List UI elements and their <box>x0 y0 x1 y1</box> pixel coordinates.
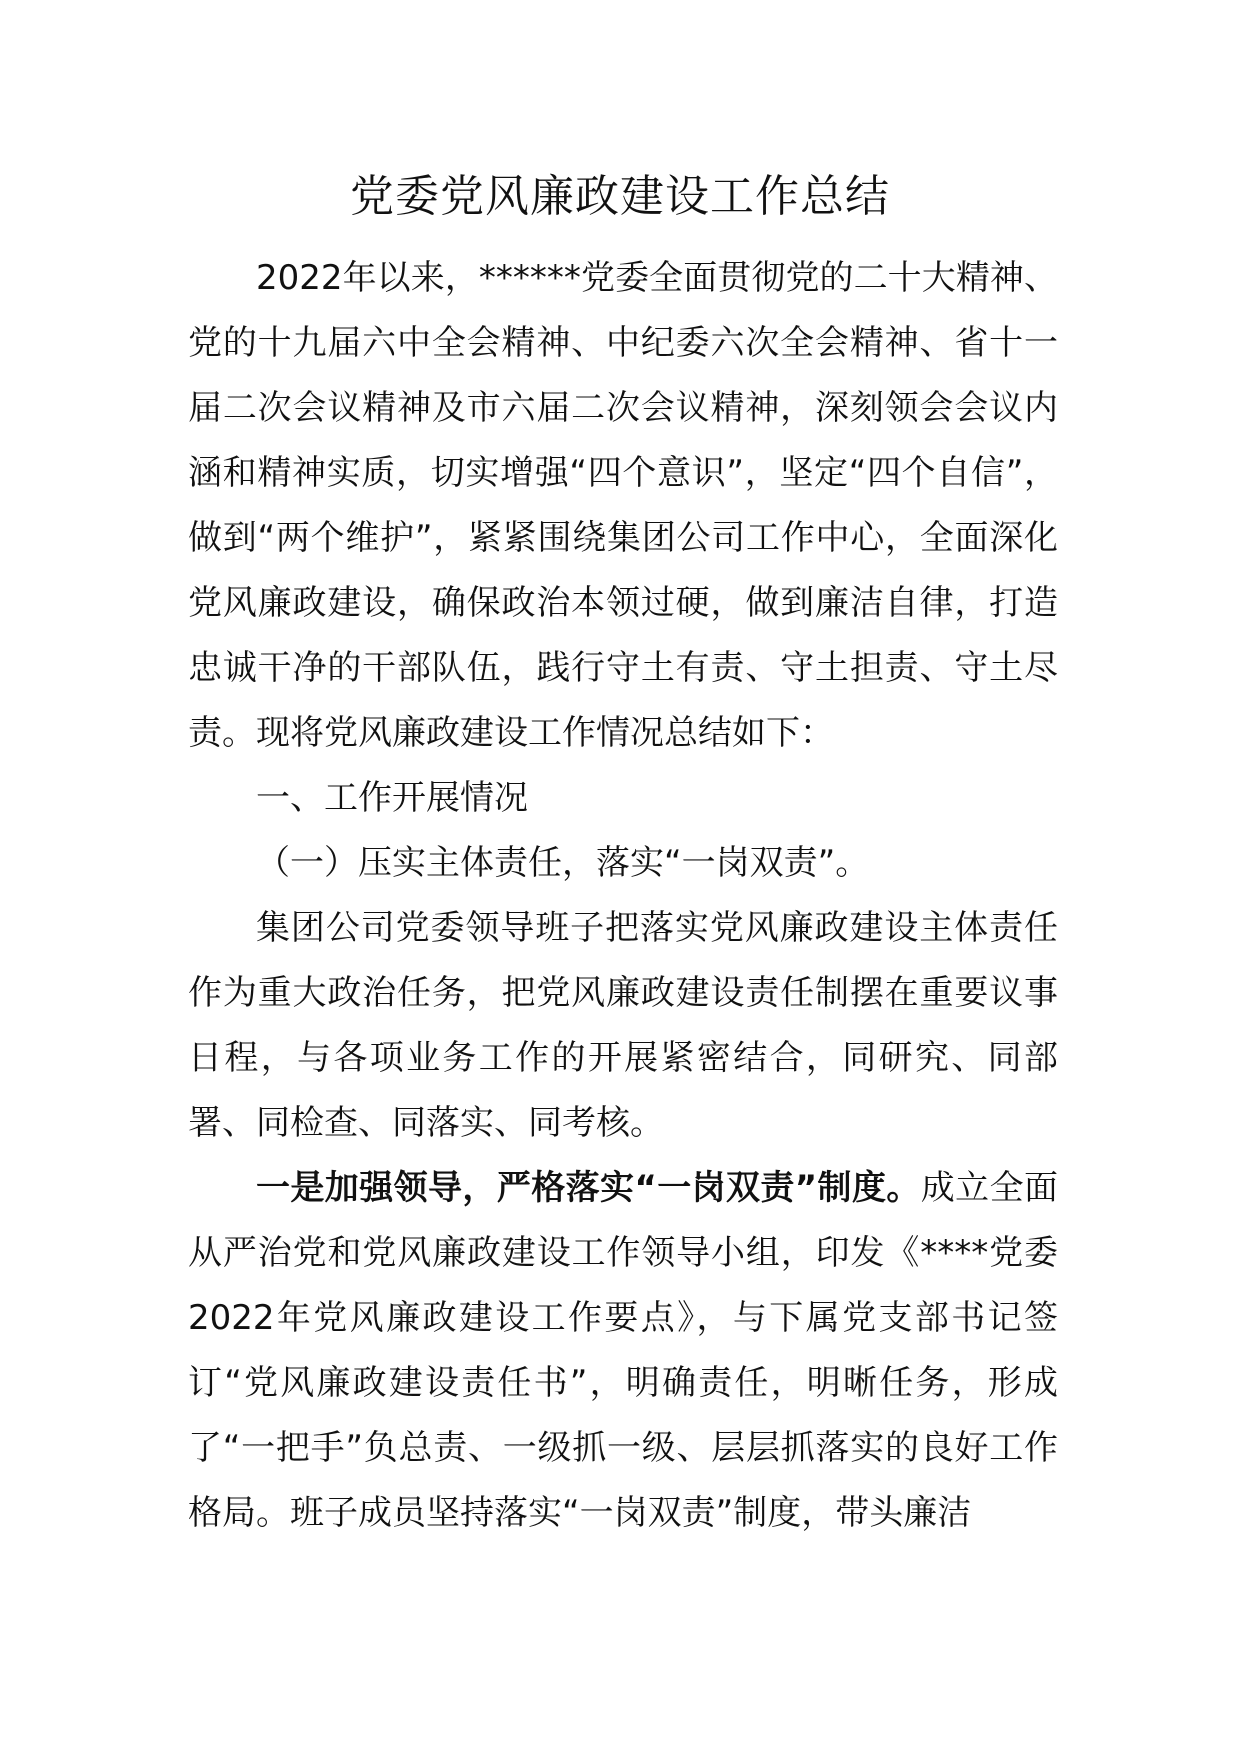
subsection-heading-responsibility: （一）压实主体责任，落实“一岗双责”。 <box>256 843 870 883</box>
point-one-paragraph <box>188 1156 1058 1546</box>
document-title: 党委党风廉政建设工作总结 <box>350 171 890 222</box>
responsibility-paragraph: 集团公司党委领导班子把落实党风廉政建设主体责任作为重大政治任务，把党风廉政建设责任制摆在重要议事日程，与各项业务工作的开展紧密结合，同研究、同部署、同检查、同落实、同考核。 <box>188 908 1058 1143</box>
point-one-text: 成立全面从严治党和党风廉政建设工作领导小组，印发《****党委2022年党风廉政建设工作要点》，与下属党支部书记签订“党风廉政建设责任书”，明确责任，明晰任务，形成了“一把手”负总责、一级抓一级、层层抓落实的良好工作格局。班子成员坚持落实“一岗双责”制度，带头廉洁 <box>188 1168 1058 1533</box>
intro-paragraph: 2022年以来，******党委全面贯彻党的二十大精神、党的十九届六中全会精神、中纪委六次全会精神、省十一届二次会议精神及市六届二次会议精神，深刻领会会议内涵和精神实质，切实增强“四个意识”，坚定“四个自信”，做到“两个维护”，紧紧围绕集团公司工作中心，全面深化党风廉政建设，确保政治本领过硬，做到廉洁自律，打造忠诚干净的干部队伍，践行守土有责、守土担责、守土尽责。现将党风廉政建设工作情况总结如下： <box>188 258 1058 753</box>
document-body <box>188 246 1058 1546</box>
point-one-heading: 一是加强领导，严格落实“一岗双责”制度。 <box>256 1168 921 1208</box>
section-heading-work-status: 一、工作开展情况 <box>256 778 528 818</box>
